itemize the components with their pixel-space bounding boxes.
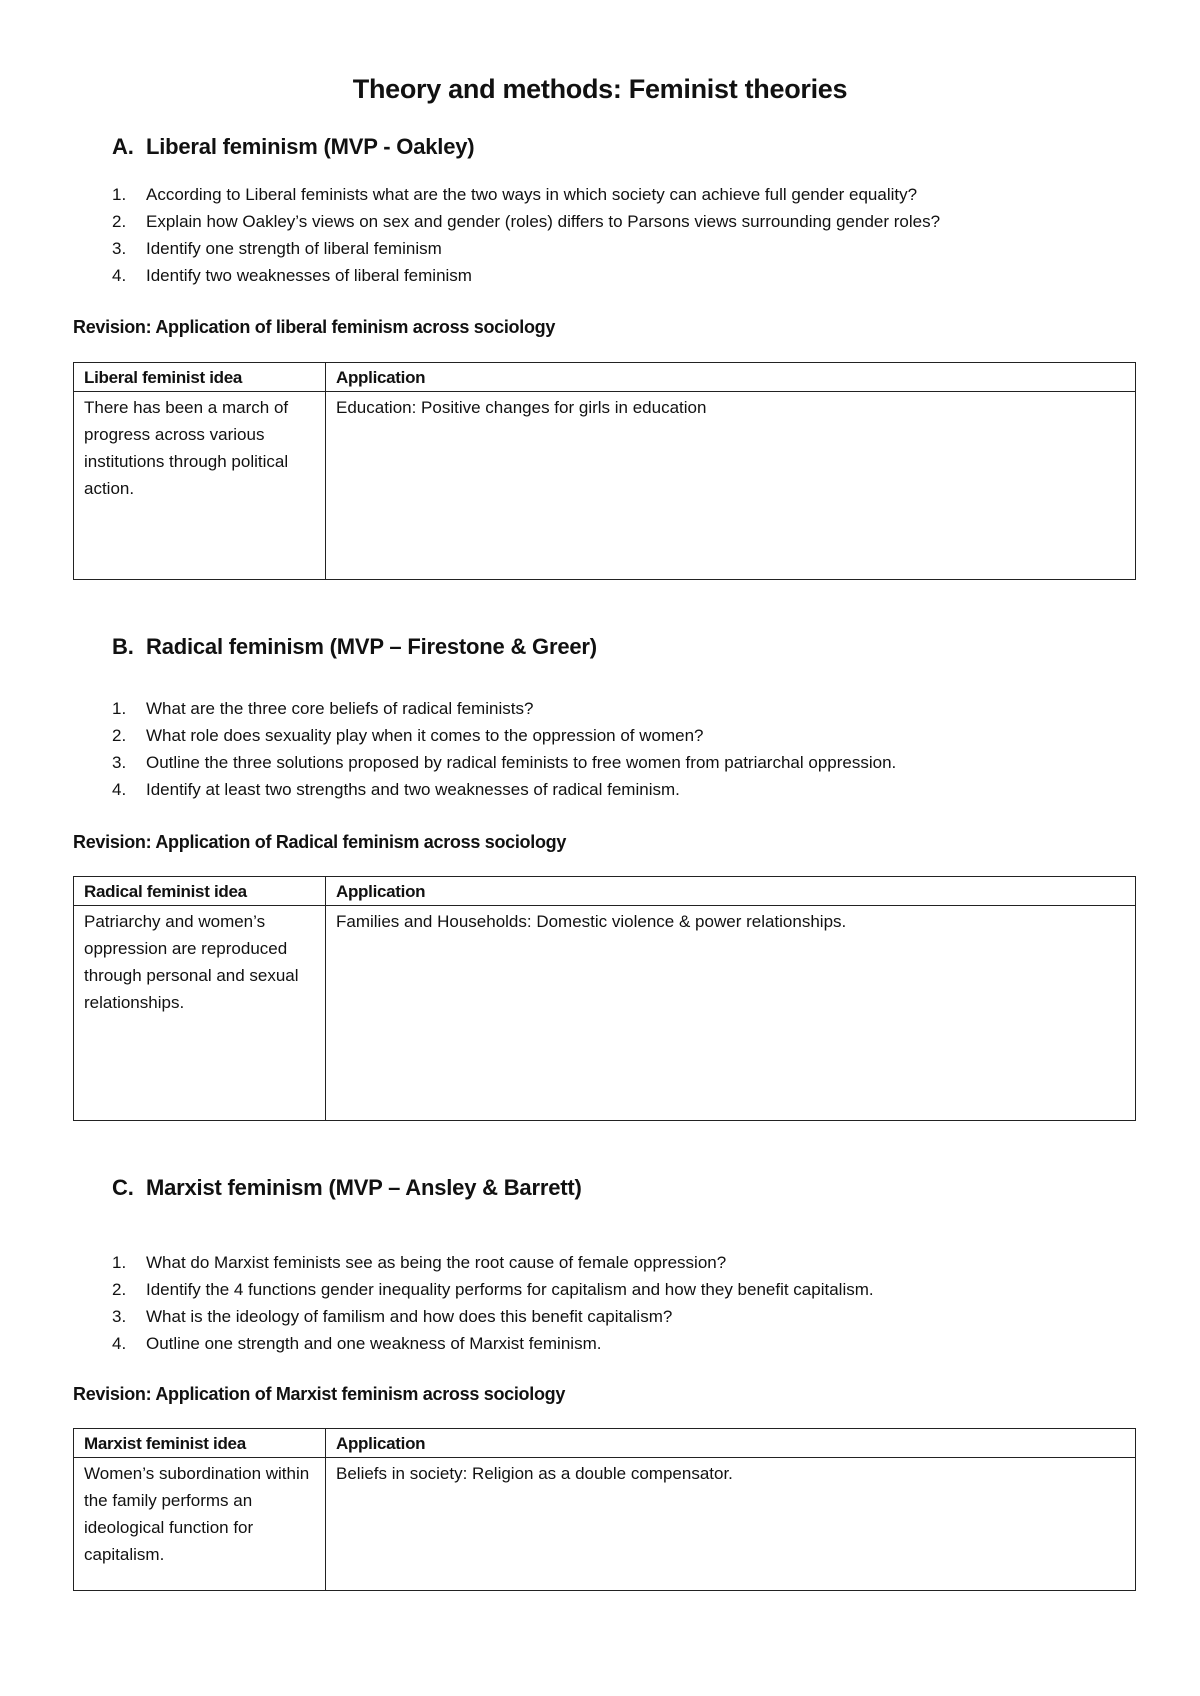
table-header-row	[74, 363, 1136, 392]
revision-heading-marxist: Revision: Application of Marxist feminism across sociology	[73, 1384, 566, 1404]
application-table-liberal	[73, 362, 1136, 580]
list-item: 3. Identify one strength of liberal feminism	[112, 239, 442, 258]
table-header-application: Application	[326, 363, 1136, 392]
section-heading-liberal	[112, 134, 474, 160]
list-item: 2. Explain how Oakley’s views on sex and gender (roles) differs to Parsons views surrounding gender roles?	[112, 212, 941, 231]
section-title: Radical feminism (MVP – Firestone & Greer)	[146, 634, 597, 659]
list-item: 3. What is the ideology of familism and how does this benefit capitalism?	[112, 1307, 673, 1326]
list-item: 3. Outline the three solutions proposed by radical feminists to free women from patriarchal oppression.	[112, 753, 897, 772]
table-row	[74, 906, 1136, 1121]
question-list-liberal	[112, 181, 940, 289]
table-header-idea: Radical feminist idea	[74, 877, 326, 906]
list-item: 2. Identify the 4 functions gender inequality performs for capitalism and how they benefit capitalism.	[112, 1280, 874, 1299]
table-header-row	[74, 1429, 1136, 1458]
question-list-marxist	[112, 1249, 874, 1357]
section-letter: C.	[112, 1175, 134, 1200]
application-table-radical	[73, 876, 1136, 1121]
revision-heading-liberal: Revision: Application of liberal feminism across sociology	[73, 317, 556, 337]
question-list-radical	[112, 695, 896, 803]
list-item: 2. What role does sexuality play when it comes to the oppression of women?	[112, 726, 704, 745]
table-header-idea: Liberal feminist idea	[74, 363, 326, 392]
application-table-marxist	[73, 1428, 1136, 1591]
section-letter: B.	[112, 634, 134, 659]
revision-heading-radical: Revision: Application of Radical feminism across sociology	[73, 832, 567, 852]
table-header-idea: Marxist feminist idea	[74, 1429, 326, 1458]
table-header-application: Application	[326, 1429, 1136, 1458]
list-item: 1. What are the three core beliefs of radical feminists?	[112, 699, 534, 718]
page-title: Theory and methods: Feminist theories	[352, 74, 848, 104]
table-header-application: Application	[326, 877, 1136, 906]
table-cell-application: Families and Households: Domestic violence & power relationships.	[326, 906, 1136, 1121]
list-item: 4. Identify at least two strengths and two weaknesses of radical feminism.	[112, 780, 680, 799]
table-row	[74, 1458, 1136, 1591]
section-letter: A.	[112, 134, 134, 159]
table-cell-application: Beliefs in society: Religion as a double compensator.	[326, 1458, 1136, 1591]
table-row	[74, 392, 1136, 580]
table-cell-idea: Patriarchy and women’s oppression are reproduced through personal and sexual relationships.	[74, 906, 326, 1121]
section-title: Liberal feminism (MVP - Oakley)	[146, 134, 475, 159]
table-cell-application: Education: Positive changes for girls in education	[326, 392, 1136, 580]
list-item: 4. Identify two weaknesses of liberal feminism	[112, 266, 472, 285]
section-heading-radical	[112, 634, 597, 660]
table-header-row	[74, 877, 1136, 906]
section-title: Marxist feminism (MVP – Ansley & Barrett)	[146, 1175, 582, 1200]
section-heading-marxist	[112, 1175, 582, 1201]
list-item: 4. Outline one strength and one weakness of Marxist feminism.	[112, 1334, 602, 1353]
list-item: 1. According to Liberal feminists what are the two ways in which society can achieve full gender equality?	[112, 185, 918, 204]
table-cell-idea: There has been a march of progress across various institutions through political action.	[74, 392, 326, 580]
table-cell-idea: Women’s subordination within the family performs an ideological function for capitalism.	[74, 1458, 326, 1591]
list-item: 1. What do Marxist feminists see as being the root cause of female oppression?	[112, 1253, 727, 1272]
